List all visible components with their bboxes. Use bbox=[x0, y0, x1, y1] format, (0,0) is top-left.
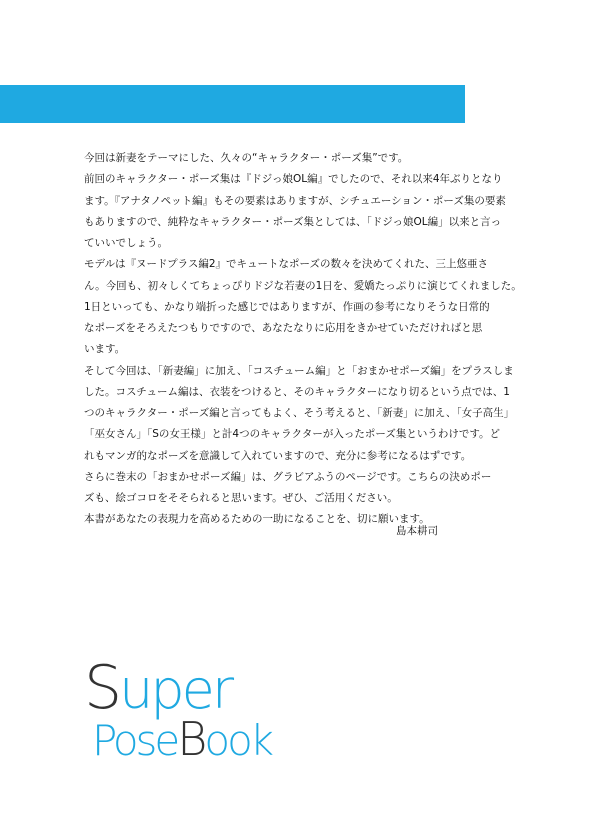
logo-initial-s: S bbox=[84, 653, 120, 723]
text-line: ズも、絵ゴコロをそそられると思います。ぜひ、ご活用ください。 bbox=[84, 492, 398, 504]
intro-text bbox=[84, 148, 522, 531]
text-line: 本書があなたの表現力を高めるための一助になることを、切に願います。 bbox=[84, 513, 430, 526]
logo-initial-b: B bbox=[177, 712, 205, 766]
text-line: ん。今回も、初々しくてちょっぴりドジな若妻の1日を、愛嬌たっぷりに演じてくれました。 bbox=[84, 279, 522, 292]
header-bar bbox=[0, 85, 465, 123]
text-line: れもマンガ的なポーズを意識して入れていますので、充分に参考になるはずです。 bbox=[84, 449, 472, 462]
text-line: つのキャラクター・ポーズ編と言ってもよく、そう考えると、「新妻」に加え、「女子高生」 bbox=[84, 407, 515, 419]
text-line: そして今回は、「新妻編」に加え、「コスチューム編」と「おまかせポーズ編」をプラスしま bbox=[84, 364, 514, 377]
logo-word-super bbox=[84, 653, 232, 723]
text-line: います。 bbox=[84, 343, 126, 356]
text-line: 「巫女さん」「Sの女王様」と計4つのキャラクターが入ったポーズ集というわけです。ど bbox=[84, 428, 501, 441]
text-line: した。コスチューム編は、衣装をつけると、そのキャラクターになり切るという点では、1 bbox=[84, 385, 510, 398]
text-line: なポーズをそろえたつもりですので、あなたなりに応用をきかせていただければと思 bbox=[84, 322, 483, 334]
text-line: モデルは『ヌードプラス編2』でキュートなポーズの数々を決めてくれた、三上悠亜さ bbox=[84, 258, 488, 271]
text-line: ます。『アナタノペット編』もその要素はありますが、シチュエーション・ポーズ集の要素 bbox=[84, 194, 506, 207]
logo-word-posebook bbox=[92, 712, 272, 766]
text-line: 今回は新妻をテーマにした、久々の“キャラクター・ポーズ集”です。 bbox=[84, 152, 409, 164]
logo-text-pose: Pose bbox=[92, 716, 178, 765]
text-line: ていいでしょう。 bbox=[84, 237, 168, 249]
text-line: 1日といっても、かなり端折った感じではありますが、作画の参考になりそうな日常的 bbox=[84, 300, 490, 313]
text-line: 前回のキャラクター・ポーズ集は『ドジっ娘OL編』でしたので、それ以来4年ぶりとなり bbox=[84, 173, 503, 186]
author-name: 島本耕司 bbox=[396, 525, 438, 537]
book-logo bbox=[84, 653, 304, 768]
logo-text-ook: ook bbox=[204, 716, 272, 765]
page-title: はじめに bbox=[96, 63, 142, 76]
text-line: もありますので、純粋なキャラクター・ポーズ集としては、「ドジっ娘OL編」以来と言っ bbox=[84, 215, 502, 228]
logo-text-uper: uper bbox=[119, 658, 232, 721]
text-line: さらに巻末の「おまかせポーズ編」は、グラビアふうのページです。こちらの決めポー bbox=[84, 470, 492, 483]
